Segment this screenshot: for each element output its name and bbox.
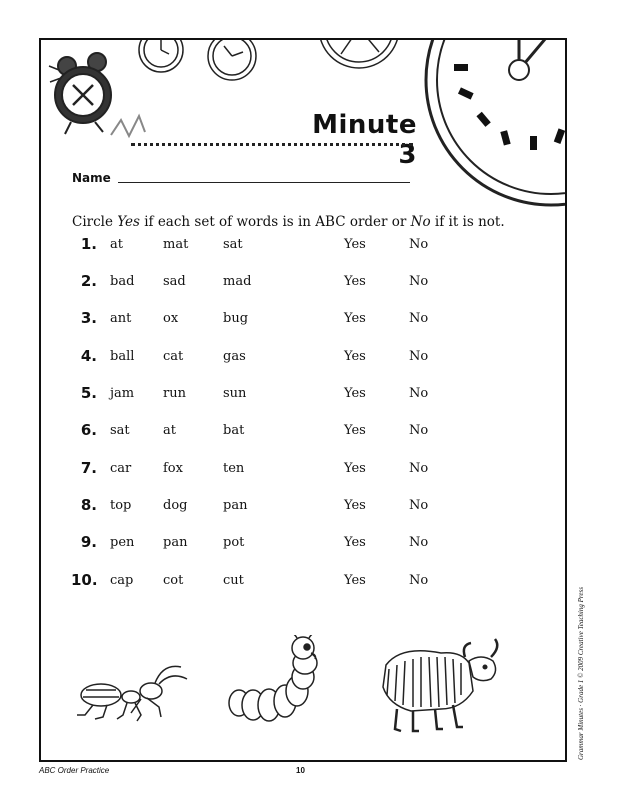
yes-option[interactable]: Yes: [344, 423, 366, 438]
no-option[interactable]: No: [409, 498, 429, 513]
word: cap: [110, 573, 134, 588]
yak-icon: [383, 639, 497, 731]
question-row: [41, 496, 565, 526]
word: run: [163, 386, 186, 401]
page-title: Minute 3: [312, 110, 417, 170]
word: cut: [223, 573, 244, 588]
question-row: [41, 384, 565, 414]
word: at: [163, 423, 176, 438]
yes-option[interactable]: Yes: [344, 349, 366, 364]
yes-option[interactable]: Yes: [344, 498, 366, 513]
question-number: 2.: [80, 272, 97, 290]
no-option[interactable]: No: [409, 349, 429, 364]
question-number: 7.: [80, 459, 97, 477]
word: mad: [223, 274, 252, 289]
word: fox: [163, 461, 183, 476]
word: bug: [223, 311, 249, 326]
wall-clock-icon: [426, 40, 567, 205]
question-row: [41, 272, 565, 302]
question-number: 8.: [80, 496, 97, 514]
name-write-line[interactable]: [118, 182, 410, 183]
yes-option[interactable]: Yes: [344, 461, 366, 476]
no-option[interactable]: No: [409, 423, 429, 438]
question-row: [41, 421, 565, 451]
no-option[interactable]: No: [409, 274, 429, 289]
question-row: [41, 533, 565, 563]
word: bad: [110, 274, 135, 289]
word: sat: [223, 237, 243, 252]
alarm-clock-icon: [49, 53, 145, 136]
no-option[interactable]: No: [409, 535, 429, 550]
question-number: 3.: [80, 309, 97, 327]
yes-option[interactable]: Yes: [344, 573, 366, 588]
instruction-text: Circle Yes if each set of words is in ABC order or No if it is not.: [72, 214, 505, 230]
no-option[interactable]: No: [409, 573, 429, 588]
word: mat: [163, 237, 189, 252]
question-number: 5.: [80, 384, 97, 402]
question-row: [41, 459, 565, 489]
word: ten: [223, 461, 245, 476]
question-number: 9.: [80, 533, 97, 551]
word: jam: [110, 386, 135, 401]
word: ball: [110, 349, 135, 364]
word: sun: [223, 386, 247, 401]
word: sat: [110, 423, 130, 438]
page-number: 10: [296, 766, 305, 775]
worksheet-frame: [39, 38, 567, 762]
question-number: 6.: [80, 421, 97, 439]
word: at: [110, 237, 123, 252]
word: cat: [163, 349, 184, 364]
word: car: [110, 461, 132, 476]
word: ox: [163, 311, 179, 326]
word: pot: [223, 535, 245, 550]
yes-option[interactable]: Yes: [344, 311, 366, 326]
word: pan: [163, 535, 188, 550]
word: dog: [163, 498, 188, 513]
question-number: 1.: [80, 235, 97, 253]
small-clock-icon: [319, 40, 399, 68]
yes-option[interactable]: Yes: [344, 237, 366, 252]
word: cot: [163, 573, 184, 588]
caterpillar-icon: [229, 635, 319, 721]
small-clock-icon: [139, 40, 183, 72]
question-row: [41, 309, 565, 339]
animal-illustrations: [41, 635, 567, 745]
yes-option[interactable]: Yes: [344, 386, 366, 401]
question-row: [41, 347, 565, 377]
word: gas: [223, 349, 246, 364]
word: pen: [110, 535, 135, 550]
word: sad: [163, 274, 186, 289]
no-option[interactable]: No: [409, 386, 429, 401]
word: ant: [110, 311, 132, 326]
no-option[interactable]: No: [409, 237, 429, 252]
question-number: 4.: [80, 347, 97, 365]
copyright-credit: Grammar Minutes · Grade 1 © 2009 Creative Teaching Press: [577, 587, 585, 760]
no-option[interactable]: No: [409, 311, 429, 326]
question-row: [41, 235, 565, 265]
title-dotted-line: [131, 143, 413, 146]
small-clock-icon: [208, 40, 256, 80]
question-row: [41, 571, 565, 601]
word: pan: [223, 498, 248, 513]
yes-option[interactable]: Yes: [344, 535, 366, 550]
no-option[interactable]: No: [409, 461, 429, 476]
word: bat: [223, 423, 245, 438]
footer-section-title: ABC Order Practice: [39, 766, 110, 775]
name-label: Name: [72, 171, 111, 185]
ant-icon: [77, 666, 187, 721]
yes-option[interactable]: Yes: [344, 274, 366, 289]
word: top: [110, 498, 132, 513]
question-number: 10.: [71, 571, 98, 589]
